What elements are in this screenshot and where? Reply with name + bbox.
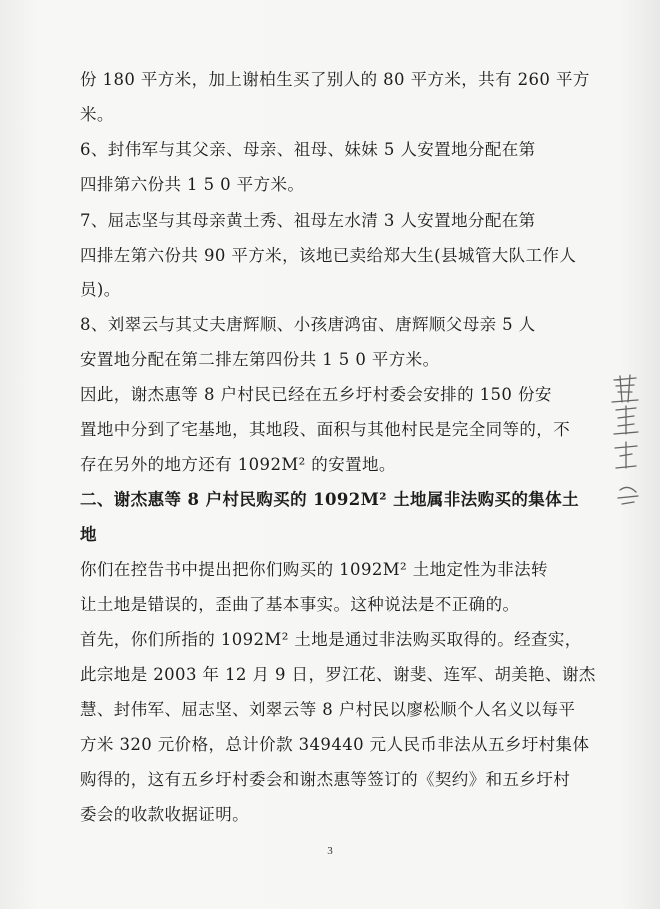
text-line-6: 四排左第六份共 90 平方米，该地已卖给郑大生(县城管大队工作人: [80, 246, 577, 265]
text-line-19: 慧、封伟军、屈志坚、刘翠云等 8 户村民以廖松顺个人名义以每平: [80, 700, 576, 719]
margin-stamp-mark: [606, 372, 646, 522]
text-line-3: 6、封伟军与其父亲、母亲、祖母、妹妹 5 人安置地分配在第: [80, 140, 536, 159]
text-line-2: 米。: [80, 105, 114, 124]
text-line-4: 四排第六份共 1 5 0 平方米。: [80, 175, 305, 194]
page-number: 3: [327, 845, 333, 857]
text-line-12: 存在另外的地方还有 1092M² 的安置地。: [80, 455, 396, 474]
text-line-21: 购得的，这有五乡圩村委会和谢杰惠等签订的《契约》和五乡圩村: [80, 770, 571, 789]
text-line-11: 置地中分到了宅基地，其地段、面积与其他村民是完全同等的，不: [80, 420, 571, 439]
text-line-17: 首先，你们所指的 1092M² 土地是通过非法购买取得的。经查实，: [80, 630, 582, 649]
text-line-18: 此宗地是 2003 年 12 月 9 日，罗江花、谢斐、连军、胡美艳、谢杰: [80, 665, 596, 684]
text-line-5: 7、屈志坚与其母亲黄土秀、祖母左水清 3 人安置地分配在第: [80, 211, 536, 230]
text-line-8: 8、刘翠云与其丈夫唐辉顺、小孩唐鸿宙、唐辉顺父母亲 5 人: [80, 315, 536, 334]
text-line-15: 你们在控告书中提出把你们购买的 1092M² 土地定性为非法转: [80, 560, 548, 579]
text-line-16: 让土地是错误的，歪曲了基本事实。这种说法是不正确的。: [80, 595, 520, 614]
section-heading-line-2: 地: [80, 525, 97, 544]
text-line-7: 员)。: [80, 280, 121, 299]
text-line-22: 委会的收款收据证明。: [80, 805, 249, 824]
text-line-10: 因此，谢杰惠等 8 户村民已经在五乡圩村委会安排的 150 份安: [80, 385, 552, 404]
text-line-1: 份 180 平方米，加上谢柏生买了别人的 80 平方米，共有 260 平方: [80, 70, 590, 89]
text-line-20: 方米 320 元价格，总计价款 349440 元人民币非法从五乡圩村集体: [80, 735, 590, 754]
text-line-9: 安置地分配在第二排左第四份共 1 5 0 平方米。: [80, 350, 440, 369]
section-heading-line-1: 二、谢杰惠等 8 户村民购买的 1092M² 土地属非法购买的集体土: [80, 490, 579, 509]
